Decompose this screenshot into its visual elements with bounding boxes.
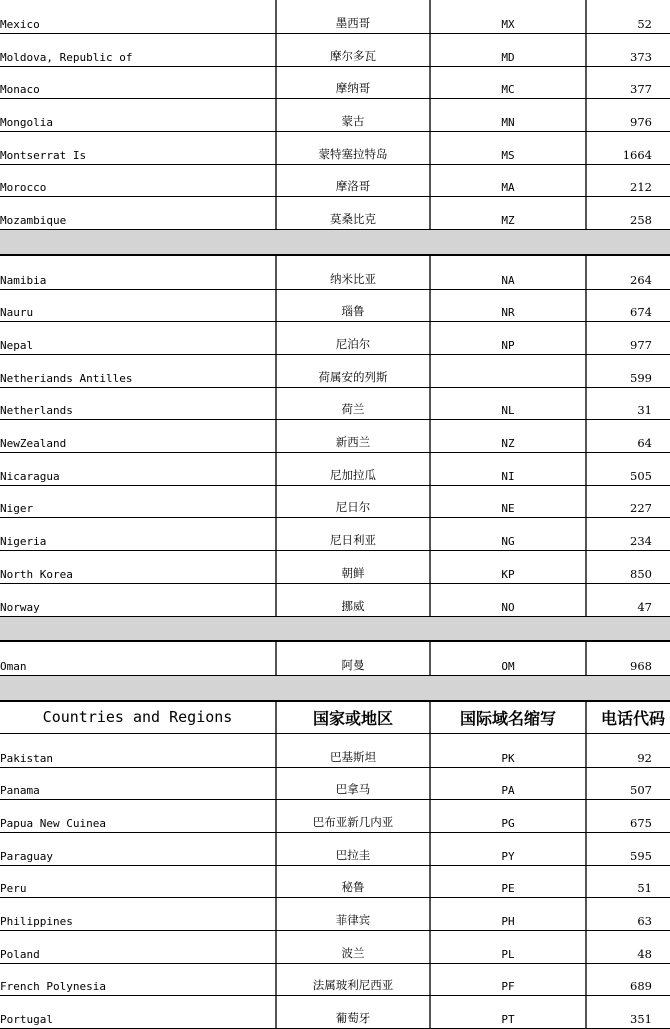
- domain-code: MA: [429, 165, 585, 197]
- phone-code: 92: [585, 734, 670, 767]
- phone-code: 505: [585, 453, 670, 485]
- domain-code: NL: [429, 388, 585, 420]
- section-o: [0, 642, 670, 676]
- domain-code: NR: [429, 290, 585, 322]
- country-cn: 尼加拉瓜: [275, 453, 429, 485]
- country-en: Pakistan: [0, 734, 275, 767]
- table-row: [0, 642, 670, 676]
- country-cn: 阿曼: [275, 642, 429, 675]
- table-row: [0, 420, 670, 453]
- country-en: Norway: [0, 584, 275, 616]
- table-row: [0, 34, 670, 67]
- table-row: [0, 256, 670, 290]
- section-divider: [0, 230, 670, 256]
- domain-code: PG: [429, 800, 585, 832]
- phone-code: 674: [585, 290, 670, 322]
- section-n: [0, 256, 670, 617]
- domain-code: PT: [429, 996, 585, 1028]
- country-cn: 摩洛哥: [275, 165, 429, 197]
- table-row: [0, 388, 670, 421]
- phone-code: 1664: [585, 132, 670, 164]
- table-row: [0, 132, 670, 165]
- section-p: [0, 734, 670, 1029]
- header-country-cn: 国家或地区: [275, 702, 429, 733]
- table-row: [0, 197, 670, 230]
- country-en: Paraguay: [0, 833, 275, 865]
- country-en: North Korea: [0, 551, 275, 583]
- phone-code: 377: [585, 67, 670, 99]
- country-cn: 蒙特塞拉特岛: [275, 132, 429, 164]
- domain-code: PY: [429, 833, 585, 865]
- table-row: [0, 551, 670, 584]
- country-en: Poland: [0, 931, 275, 963]
- domain-code: MN: [429, 99, 585, 131]
- phone-code: 64: [585, 420, 670, 452]
- table-row: [0, 931, 670, 964]
- country-en: Papua New Cuinea: [0, 800, 275, 832]
- table-row: [0, 486, 670, 519]
- country-en: Mexico: [0, 0, 275, 33]
- phone-code: 675: [585, 800, 670, 832]
- domain-code: NO: [429, 584, 585, 616]
- domain-code: MZ: [429, 197, 585, 229]
- header-country-en: Countries and Regions: [0, 702, 275, 733]
- country-cn: 荷属安的列斯: [275, 355, 429, 387]
- country-en: Nicaragua: [0, 453, 275, 485]
- phone-code: 258: [585, 197, 670, 229]
- domain-code: NZ: [429, 420, 585, 452]
- table-row: [0, 355, 670, 388]
- country-cn: 尼日尔: [275, 486, 429, 518]
- domain-code: PE: [429, 866, 585, 898]
- domain-code: MS: [429, 132, 585, 164]
- country-cn: 新西兰: [275, 420, 429, 452]
- domain-code: KP: [429, 551, 585, 583]
- country-cn: 波兰: [275, 931, 429, 963]
- table-row: [0, 898, 670, 931]
- domain-code: PH: [429, 898, 585, 930]
- country-en: Niger: [0, 486, 275, 518]
- table-row: [0, 734, 670, 768]
- country-en: Namibia: [0, 256, 275, 289]
- country-en: Nauru: [0, 290, 275, 322]
- header-domain-abbr: 国际域名缩写: [429, 702, 585, 733]
- phone-code: 850: [585, 551, 670, 583]
- country-cn: 秘鲁: [275, 866, 429, 898]
- country-en: Netheriands Antilles: [0, 355, 275, 387]
- table-row: [0, 800, 670, 833]
- domain-code: OM: [429, 642, 585, 675]
- table-row: [0, 290, 670, 323]
- country-cn: 尼泊尔: [275, 322, 429, 354]
- table-row: [0, 866, 670, 899]
- country-cn: 摩纳哥: [275, 67, 429, 99]
- country-en: Portugal: [0, 996, 275, 1028]
- country-en: Netherlands: [0, 388, 275, 420]
- country-cn: 纳米比亚: [275, 256, 429, 289]
- country-en: Montserrat Is: [0, 132, 275, 164]
- phone-code: 976: [585, 99, 670, 131]
- country-cn: 菲律宾: [275, 898, 429, 930]
- domain-code: NI: [429, 453, 585, 485]
- table-row: [0, 584, 670, 617]
- phone-code: 689: [585, 964, 670, 996]
- phone-code: 48: [585, 931, 670, 963]
- country-cn: 法属玻利尼西亚: [275, 964, 429, 996]
- country-cn: 巴拿马: [275, 768, 429, 800]
- phone-code: 595: [585, 833, 670, 865]
- table-row: [0, 964, 670, 997]
- phone-code: 599: [585, 355, 670, 387]
- table-row: [0, 165, 670, 198]
- country-en: Morocco: [0, 165, 275, 197]
- country-en: NewZealand: [0, 420, 275, 452]
- country-cn: 巴基斯坦: [275, 734, 429, 767]
- phone-code: 52: [585, 0, 670, 33]
- domain-code: NP: [429, 322, 585, 354]
- country-cn: 巴布亚新几内亚: [275, 800, 429, 832]
- domain-code: MD: [429, 34, 585, 66]
- phone-code: 212: [585, 165, 670, 197]
- domain-code: MX: [429, 0, 585, 33]
- table-row: [0, 0, 670, 34]
- country-cn: 挪威: [275, 584, 429, 616]
- domain-code: NA: [429, 256, 585, 289]
- domain-code: PL: [429, 931, 585, 963]
- country-en: Moldova, Republic of: [0, 34, 275, 66]
- table-row: [0, 996, 670, 1029]
- country-cn: 墨西哥: [275, 0, 429, 33]
- domain-code: PF: [429, 964, 585, 996]
- phone-code: 968: [585, 642, 670, 675]
- country-en: Philippines: [0, 898, 275, 930]
- table-row: [0, 453, 670, 486]
- country-en: Nigeria: [0, 518, 275, 550]
- section-divider: [0, 617, 670, 643]
- phone-code: 63: [585, 898, 670, 930]
- domain-code: PK: [429, 734, 585, 767]
- domain-code: NE: [429, 486, 585, 518]
- phone-code: 31: [585, 388, 670, 420]
- country-en: Peru: [0, 866, 275, 898]
- phone-code: 47: [585, 584, 670, 616]
- table-row: [0, 67, 670, 100]
- table-row: [0, 322, 670, 355]
- section-divider: [0, 676, 670, 702]
- country-cn: 巴拉圭: [275, 833, 429, 865]
- country-cn: 瑙鲁: [275, 290, 429, 322]
- table-row: [0, 833, 670, 866]
- phone-code: 227: [585, 486, 670, 518]
- phone-code: 234: [585, 518, 670, 550]
- table-row: [0, 99, 670, 132]
- phone-code: 507: [585, 768, 670, 800]
- country-en: Panama: [0, 768, 275, 800]
- phone-code: 977: [585, 322, 670, 354]
- phone-code: 264: [585, 256, 670, 289]
- country-cn: 朝鲜: [275, 551, 429, 583]
- domain-code: NG: [429, 518, 585, 550]
- country-cn: 摩尔多瓦: [275, 34, 429, 66]
- country-en: Oman: [0, 642, 275, 675]
- domain-code: PA: [429, 768, 585, 800]
- table-row: [0, 518, 670, 551]
- country-en: Mozambique: [0, 197, 275, 229]
- domain-code: MC: [429, 67, 585, 99]
- phone-code: 373: [585, 34, 670, 66]
- phone-code: 51: [585, 866, 670, 898]
- country-cn: 荷兰: [275, 388, 429, 420]
- country-en: Nepal: [0, 322, 275, 354]
- country-en: French Polynesia: [0, 964, 275, 996]
- table-row: [0, 768, 670, 801]
- domain-code: [429, 355, 585, 387]
- country-cn: 尼日利亚: [275, 518, 429, 550]
- section-m: [0, 0, 670, 230]
- country-cn: 葡萄牙: [275, 996, 429, 1028]
- phone-code: 351: [585, 996, 670, 1028]
- column-header-row: [0, 702, 670, 734]
- country-en: Monaco: [0, 67, 275, 99]
- country-en: Mongolia: [0, 99, 275, 131]
- country-cn: 莫桑比克: [275, 197, 429, 229]
- country-cn: 蒙古: [275, 99, 429, 131]
- header-phone-code: 电话代码: [585, 702, 670, 733]
